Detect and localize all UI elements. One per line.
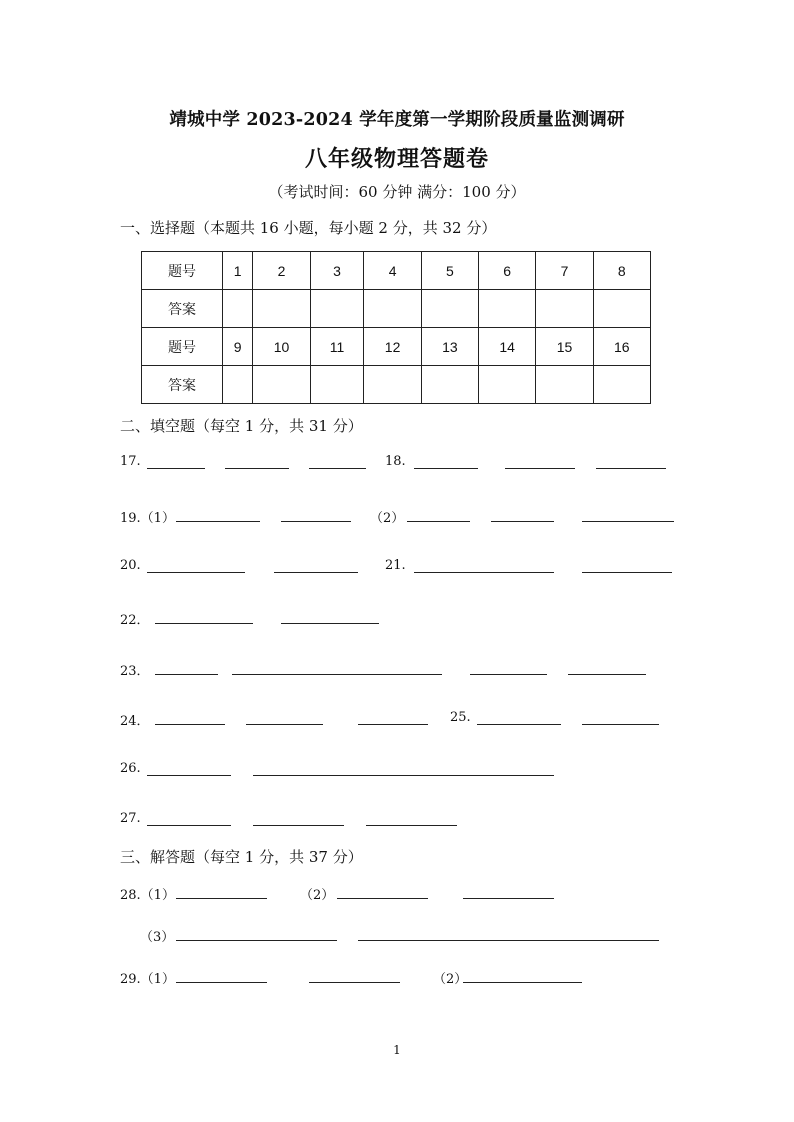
- section3-heading: 三、解答题（每空 1 分，共 37 分）: [120, 848, 363, 866]
- row-label-answer: 答案: [142, 290, 223, 328]
- answer-cell[interactable]: [479, 290, 536, 328]
- q20-label: 20.: [120, 558, 141, 573]
- question-number-cell: 12: [364, 328, 421, 366]
- question-number-cell: 8: [593, 252, 650, 290]
- answer-cell[interactable]: [536, 290, 593, 328]
- q21-blank-1[interactable]: [414, 572, 554, 573]
- section1-heading: 一、选择题（本题共 16 小题，每小题 2 分，共 32 分）: [120, 219, 497, 237]
- question-number-cell: 5: [421, 252, 478, 290]
- q28-blank-3[interactable]: [463, 898, 554, 899]
- q17-blank-2[interactable]: [225, 468, 289, 469]
- q23-blank-1[interactable]: [155, 674, 218, 675]
- answer-cell[interactable]: [364, 366, 421, 404]
- q29-label: 29.（1）: [120, 972, 175, 987]
- exam-school-title: 靖城中学 2023-2024 学年度第一学期阶段质量监测调研: [169, 110, 625, 130]
- answer-cell[interactable]: [223, 290, 253, 328]
- section2-heading: 二、填空题（每空 1 分，共 31 分）: [120, 417, 363, 435]
- q28-blank-1[interactable]: [176, 898, 267, 899]
- q26-label: 26.: [120, 761, 141, 776]
- q20-blank-1[interactable]: [147, 572, 245, 573]
- page-number: 1: [393, 1043, 401, 1057]
- question-number-cell: 13: [421, 328, 478, 366]
- q17-label: 17.: [120, 454, 141, 469]
- q23-label: 23．: [120, 664, 150, 679]
- question-number-cell: 16: [593, 328, 650, 366]
- q24-blank-2[interactable]: [246, 724, 323, 725]
- q18-blank-2[interactable]: [505, 468, 575, 469]
- table-row: [142, 290, 651, 328]
- row-label-number: 题号: [142, 252, 223, 290]
- q25-blank-2[interactable]: [582, 724, 659, 725]
- q21-label: 21.: [385, 558, 406, 573]
- question-number-cell: 9: [223, 328, 253, 366]
- question-number-cell: 2: [253, 252, 310, 290]
- question-number-cell: 15: [536, 328, 593, 366]
- q29-blank-1[interactable]: [176, 982, 267, 983]
- answer-cell[interactable]: [253, 290, 310, 328]
- q24-blank-3[interactable]: [358, 724, 428, 725]
- exam-info: （考试时间：60 分钟 满分：100 分）: [268, 183, 526, 201]
- question-number-cell: 1: [223, 252, 253, 290]
- q28-blank-2[interactable]: [337, 898, 428, 899]
- q19-label: 19.（1）: [120, 511, 175, 526]
- answer-cell[interactable]: [593, 366, 650, 404]
- q27-blank-3[interactable]: [366, 825, 457, 826]
- question-number-cell: 4: [364, 252, 421, 290]
- q24-blank-1[interactable]: [155, 724, 225, 725]
- q22-blank-1[interactable]: [155, 623, 253, 624]
- q19-blank-1[interactable]: [176, 521, 260, 522]
- q29-blank-2[interactable]: [309, 982, 400, 983]
- q18-label: 18.: [385, 454, 406, 469]
- q19-blank-2[interactable]: [281, 521, 351, 522]
- answer-cell[interactable]: [479, 366, 536, 404]
- q27-blank-2[interactable]: [253, 825, 344, 826]
- q29-part2-label: （2）: [433, 972, 468, 987]
- row-label-number: 题号: [142, 328, 223, 366]
- q28-blank-4[interactable]: [176, 940, 337, 941]
- table-row: [142, 328, 651, 366]
- question-number-cell: 11: [310, 328, 364, 366]
- question-number-cell: 6: [479, 252, 536, 290]
- choice-answer-table: [141, 251, 651, 404]
- question-number-cell: 10: [253, 328, 310, 366]
- q19-blank-3[interactable]: [407, 521, 470, 522]
- answer-cell[interactable]: [310, 366, 364, 404]
- q21-blank-2[interactable]: [582, 572, 672, 573]
- q25-label: 25.: [450, 710, 471, 725]
- answer-cell[interactable]: [593, 290, 650, 328]
- q18-blank-3[interactable]: [596, 468, 666, 469]
- question-number-cell: 14: [479, 328, 536, 366]
- q23-blank-3[interactable]: [470, 674, 547, 675]
- q23-blank-4[interactable]: [568, 674, 646, 675]
- answer-cell[interactable]: [421, 290, 478, 328]
- answer-cell[interactable]: [536, 366, 593, 404]
- q29-blank-3[interactable]: [463, 982, 582, 983]
- q28-blank-5[interactable]: [358, 940, 659, 941]
- q28-part2-label: （2）: [300, 888, 335, 903]
- answer-cell[interactable]: [364, 290, 421, 328]
- q27-blank-1[interactable]: [147, 825, 231, 826]
- q26-blank-1[interactable]: [147, 775, 231, 776]
- q20-blank-2[interactable]: [274, 572, 358, 573]
- question-number-cell: 3: [310, 252, 364, 290]
- table-row: [142, 252, 651, 290]
- q18-blank-1[interactable]: [414, 468, 478, 469]
- answer-cell[interactable]: [253, 366, 310, 404]
- answer-cell[interactable]: [421, 366, 478, 404]
- q28-label: 28.（1）: [120, 888, 175, 903]
- answer-cell[interactable]: [223, 366, 253, 404]
- answer-cell[interactable]: [310, 290, 364, 328]
- row-label-answer: 答案: [142, 366, 223, 404]
- q28-part3-label: （3）: [140, 930, 175, 945]
- q27-label: 27.: [120, 811, 141, 826]
- q26-blank-2[interactable]: [253, 775, 554, 776]
- q25-blank-1[interactable]: [477, 724, 561, 725]
- q24-label: 24．: [120, 714, 150, 729]
- question-number-cell: 7: [536, 252, 593, 290]
- q19-blank-4[interactable]: [491, 521, 554, 522]
- q19-part2-label: （2）: [370, 511, 405, 526]
- q19-blank-5[interactable]: [582, 521, 674, 522]
- q22-blank-2[interactable]: [281, 623, 379, 624]
- q23-blank-2[interactable]: [232, 674, 442, 675]
- q17-blank-1[interactable]: [147, 468, 205, 469]
- table-row: [142, 366, 651, 404]
- q17-blank-3[interactable]: [309, 468, 366, 469]
- q22-label: 22．: [120, 613, 150, 628]
- answer-sheet-title: 八年级物理答题卷: [304, 146, 489, 172]
